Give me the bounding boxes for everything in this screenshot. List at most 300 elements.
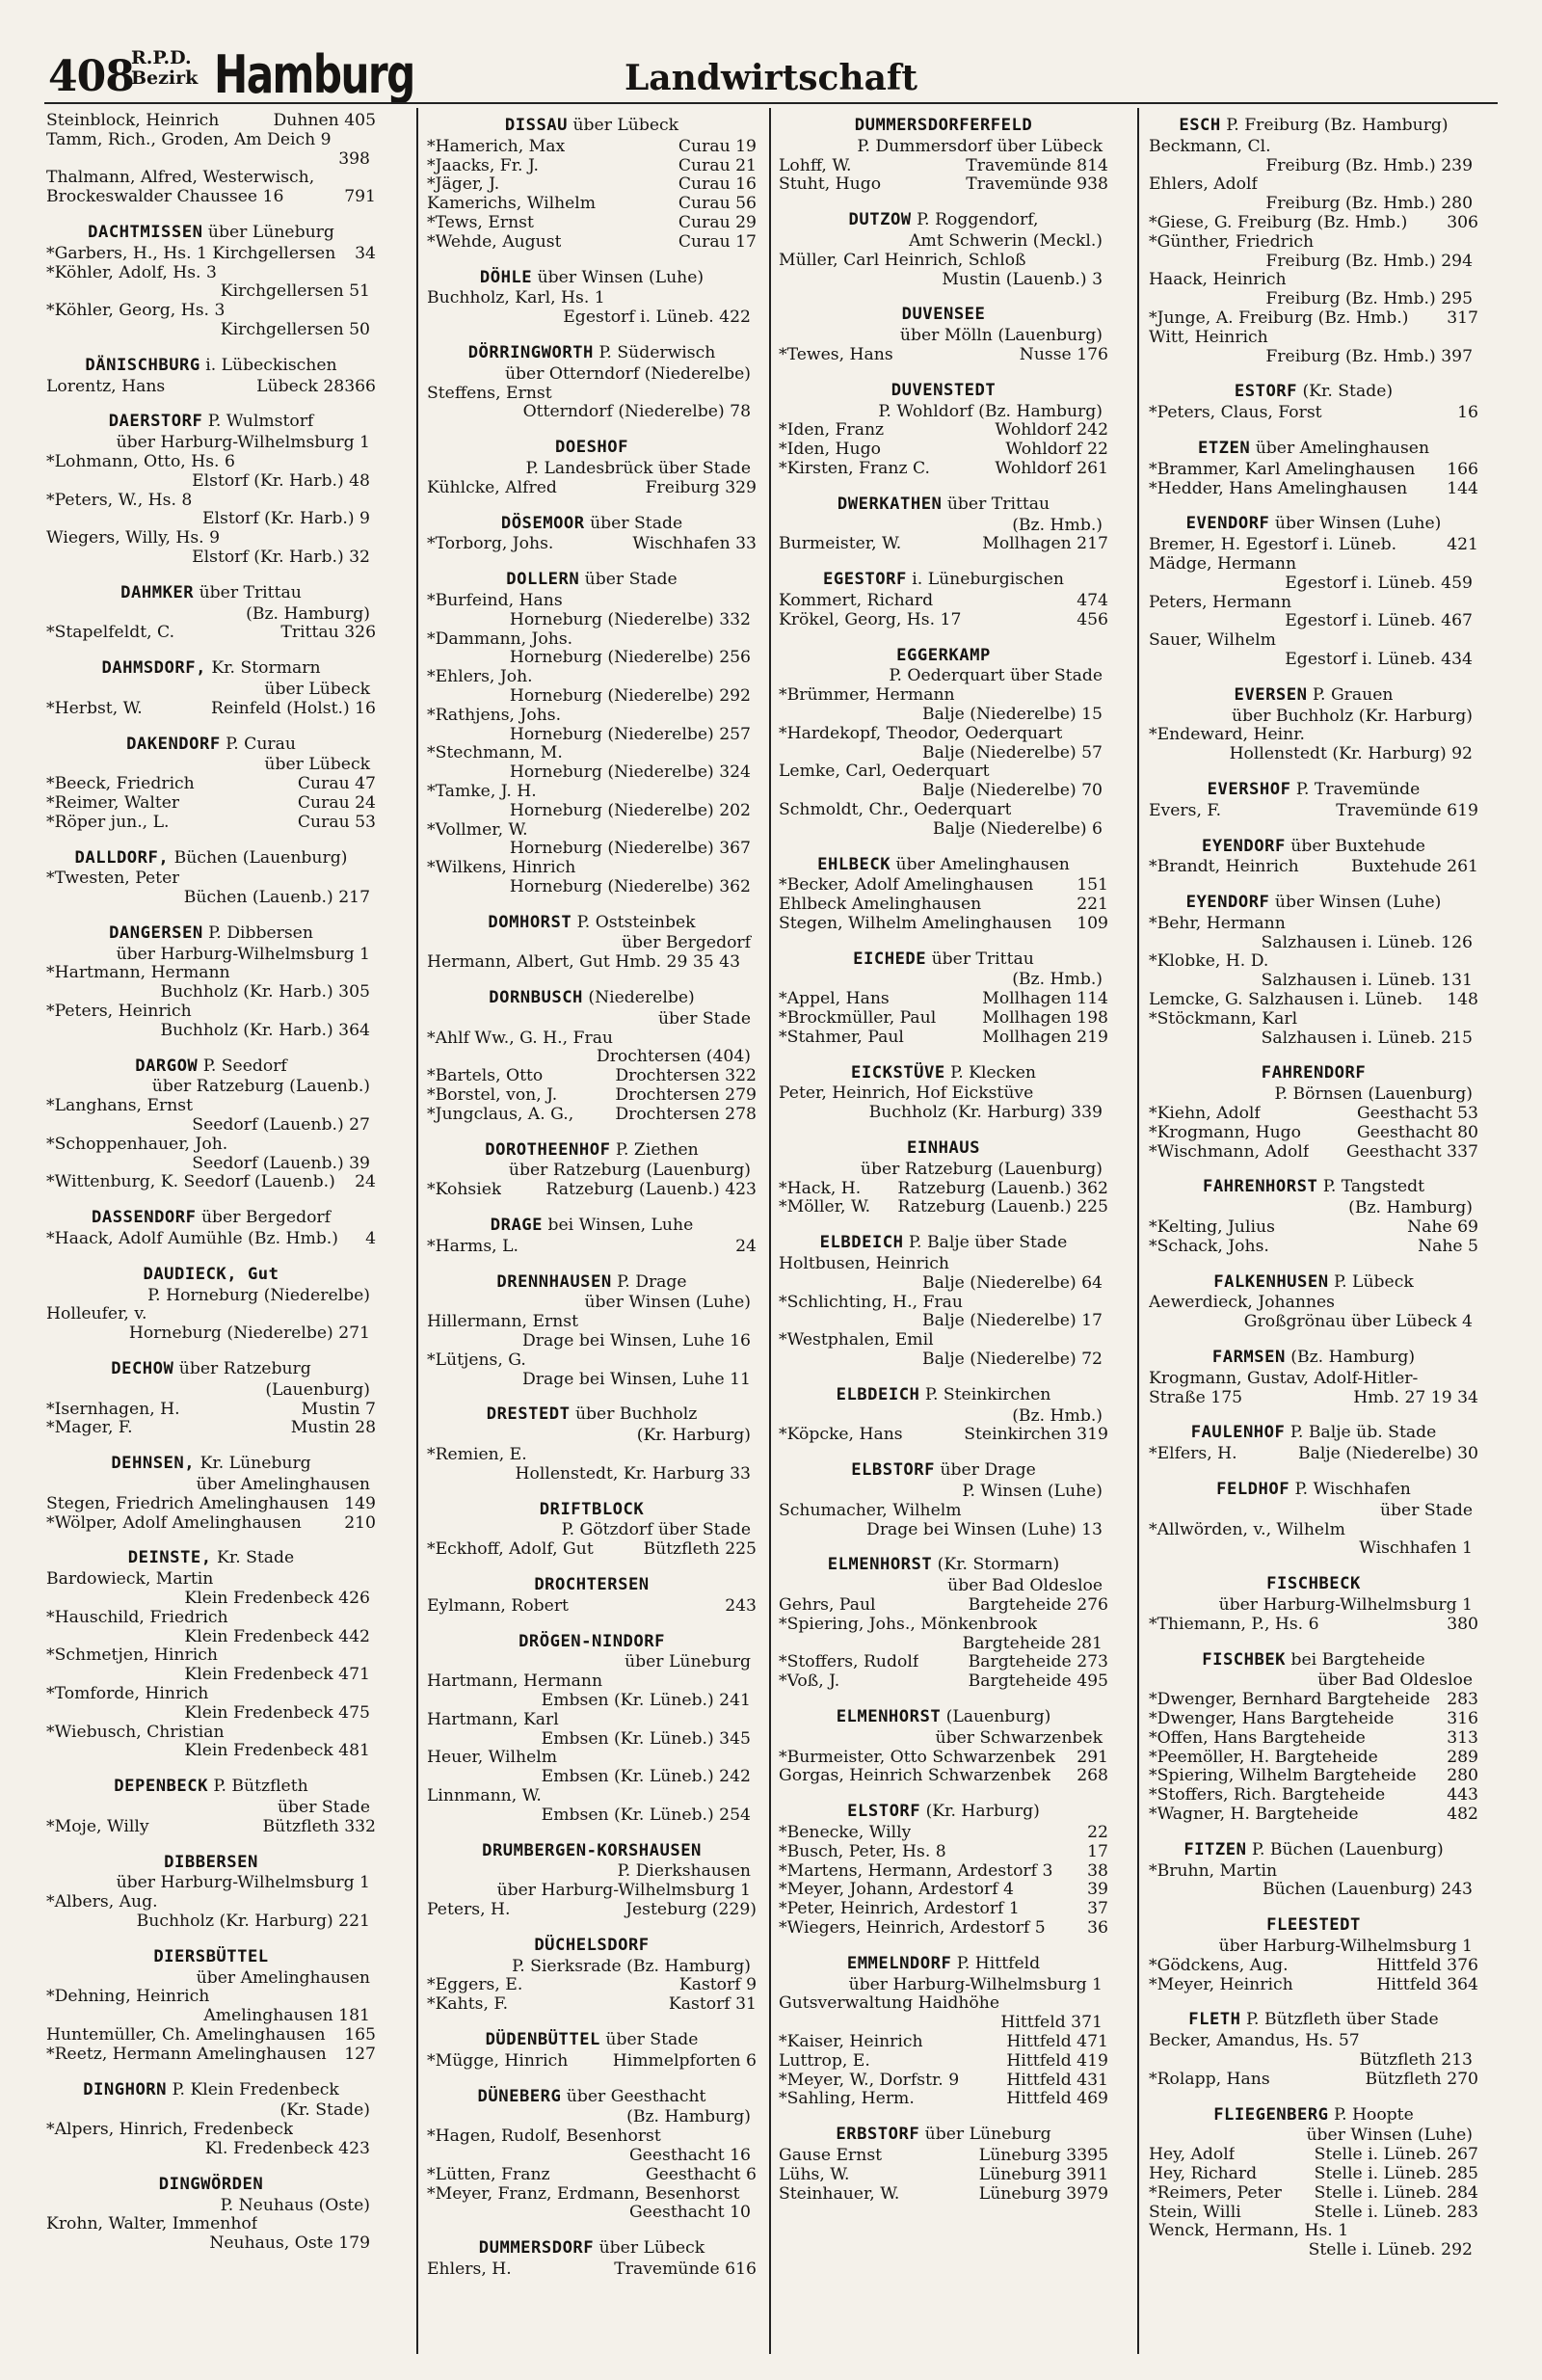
directory-entry: [46, 814, 376, 833]
entry-continuation: über Stade: [657, 1008, 751, 1029]
place-name: FLETH: [1188, 2010, 1241, 2030]
place-heading: [1149, 1424, 1478, 1443]
place-name: FAHRENHORST: [1202, 1177, 1318, 1197]
entry-continuation: Embsen (Kr. Lüneb.) 345: [541, 1728, 751, 1749]
entry-phone: Travemünde 938: [966, 174, 1108, 195]
directory-entry: [779, 686, 1108, 706]
place-heading: [779, 2126, 1108, 2145]
header-rule: [44, 102, 1498, 104]
spacer: [779, 2109, 1108, 2121]
directory-entry: [1149, 1616, 1478, 1635]
entry-name: Hey, Adolf: [1149, 2146, 1236, 2165]
entry-continuation: über Harburg-Wilhelmsburg 1: [116, 944, 370, 964]
entry-continuation: Buchholz (Kr. Harburg) 339: [868, 1103, 1103, 1123]
entry-name: *Schmetjen, Hinrich: [46, 1646, 218, 1666]
entry-phone: Nahe 5: [1418, 1236, 1478, 1256]
directory-entry: [427, 859, 757, 878]
place-name: DRUMBERGEN-KORSHAUSEN: [482, 1840, 702, 1860]
place-postal-note: über Geesthacht: [561, 2086, 706, 2106]
place-name: FLEESTEDT: [1266, 1915, 1361, 1936]
entry-phone: Hittfeld 469: [1006, 2089, 1108, 2109]
place-postal-note: bei Winsen, Luhe: [543, 1216, 694, 1236]
spacer: [46, 1438, 376, 1450]
place-heading: [46, 1209, 376, 1228]
directory-entry: [427, 592, 757, 611]
place-postal-note: über Winsen (Luhe): [1269, 893, 1442, 913]
place-heading: [427, 1633, 757, 1652]
entry-continuation: Kl. Fredenbeck 423: [204, 2138, 370, 2158]
entry-continuation: Balje (Niederelbe) 70: [921, 781, 1103, 801]
spacer: [779, 1692, 1108, 1703]
directory-entry: [427, 821, 757, 841]
place-heading: [427, 571, 757, 590]
place-name: DAERSTORF: [108, 412, 203, 432]
entry-name: Schmoldt, Chr., Oederquart: [779, 800, 1012, 819]
entry-name: Kühlcke, Alfred: [427, 478, 557, 497]
directory-entry: [1149, 1389, 1478, 1408]
directory-entry: [1149, 138, 1478, 157]
entry-name: *Becker, Adolf Amelinghausen: [779, 876, 1034, 896]
entry-phone: Bützfleth 332: [262, 1816, 376, 1836]
directory-entry: [46, 302, 376, 321]
entry-continuation: Balje (Niederelbe) 15: [921, 704, 1103, 724]
entry-name: Heuer, Wilhelm: [427, 1749, 558, 1768]
directory-entry: [427, 1181, 757, 1200]
entry-continuation: (Lauenburg): [265, 1379, 370, 1400]
directory-entry: [46, 1419, 376, 1438]
place-postal-note: über Trittau: [942, 494, 1050, 514]
entry-name: *Giese, G. Freiburg (Bz. Hmb.): [1149, 213, 1408, 232]
place-name: ELBSTORF: [851, 1460, 935, 1481]
place-postal-note: über Stade: [584, 513, 683, 533]
place-heading: [46, 1266, 376, 1285]
directory-entry: [427, 385, 757, 404]
entry-name: *Harms, L.: [427, 1237, 518, 1256]
entry-continuation: Seedorf (Lauenb.) 39: [192, 1153, 370, 1173]
entry-continuation: Elstorf (Kr. Harb.) 48: [192, 470, 370, 491]
entry-phone: 380: [1447, 1614, 1478, 1634]
directory-entry: [427, 707, 757, 726]
directory-entry: [1149, 271, 1478, 290]
entry-name: Lemke, Carl, Oederquart: [779, 762, 990, 782]
place-name: DALLDORF,: [74, 847, 170, 868]
directory-entry: [46, 112, 376, 131]
entry-phone: Wohldorf 22: [1005, 440, 1108, 460]
place-name: DINGWÖRDEN: [158, 2174, 264, 2194]
entry-name: *Rathjens, Johs.: [427, 706, 562, 725]
entry-name: *Langhans, Ernst: [46, 1097, 194, 1116]
entry-continuation: Bützfleth 213: [1359, 2049, 1473, 2070]
place-postal-note: über Winsen (Luhe): [532, 267, 705, 287]
place-postal-note: über Buxtehude: [1285, 836, 1425, 856]
section-title: Landwirtschaft: [624, 58, 918, 98]
place-name: ELSTORF: [847, 1802, 921, 1822]
place-name: FAULENHOF: [1190, 1423, 1286, 1443]
entry-name: *Stoffers, Rich. Bargteheide: [1149, 1786, 1386, 1805]
entry-phone: 109: [1077, 913, 1108, 933]
entry-name: Stuht, Hugo: [779, 175, 882, 195]
spacer: [46, 1249, 376, 1261]
directory-entry: [1149, 1294, 1478, 1313]
entry-name: *Behr, Hermann: [1149, 914, 1286, 933]
entry-phone: 22: [1087, 1822, 1108, 1842]
place-heading: [46, 413, 376, 432]
entry-name: *Tewes, Hans: [779, 345, 893, 364]
directory-entry: [427, 289, 757, 308]
directory-entry: [1149, 915, 1478, 934]
entry-name: *Lohmann, Otto, Hs. 6: [46, 452, 235, 471]
directory-entry: [779, 1900, 1108, 1919]
entry-continuation: (Bz. Hmb.): [1012, 1405, 1103, 1426]
place-postal-note: P. Tangstedt: [1317, 1177, 1425, 1197]
directory-entry: [1149, 1218, 1478, 1238]
entry-name: *Moje, Willy: [46, 1817, 149, 1836]
entry-phone: 148: [1447, 990, 1478, 1010]
entry-phone: Wischhafen 33: [632, 534, 757, 554]
entry-phone: Mustin 28: [290, 1418, 376, 1438]
entry-name: Straße 175: [1149, 1388, 1243, 1407]
entry-phone: 317: [1447, 308, 1478, 328]
place-heading: [427, 1501, 757, 1520]
entry-phone: Geesthacht 80: [1356, 1122, 1478, 1142]
place-name: DÜDENBÜTTEL: [485, 2029, 600, 2049]
directory-entry: [46, 492, 376, 511]
directory-entry: [779, 2033, 1108, 2052]
directory-entry: [427, 630, 757, 650]
entry-phone: Geesthacht 337: [1346, 1141, 1478, 1162]
place-heading: [46, 584, 376, 603]
entry-name: *Haack, Adolf Aumühle (Bz. Hmb.): [46, 1230, 338, 1249]
entry-name: *Brümmer, Hermann: [779, 686, 955, 706]
place-name: DINGHORN: [83, 2079, 167, 2099]
entry-name: *Kahts, F.: [427, 1995, 509, 2015]
entry-phone: 316: [1447, 1708, 1478, 1728]
entry-name: *Kelting, Julius: [1149, 1218, 1275, 1238]
entry-name: Steinhauer, W.: [779, 2184, 900, 2204]
entry-name: *Offen, Hans Bargteheide: [1149, 1728, 1366, 1748]
place-postal-note: P. Klecken: [944, 1062, 1036, 1083]
directory-entry: [1149, 1691, 1478, 1710]
directory-entry: [779, 1294, 1108, 1313]
entry-phone: Lüneburg 3979: [978, 2183, 1108, 2204]
entry-name: Tamm, Rich., Groden, Am Deich 9: [46, 130, 332, 149]
entry-continuation: Horneburg (Niederelbe) 257: [509, 724, 751, 744]
entry-continuation: Freiburg (Bz. Hmb.) 295: [1265, 289, 1473, 309]
place-heading: [1149, 838, 1478, 857]
place-postal-note: Büchen (Lauenburg): [169, 847, 348, 868]
entry-phone: 165: [344, 2024, 376, 2045]
spacer: [427, 1125, 757, 1137]
entry-name: Wenck, Hermann, Hs. 1: [1149, 2222, 1349, 2241]
directory-entry: [46, 700, 376, 719]
entry-name: Lorentz, Hans: [46, 377, 166, 396]
spacer: [46, 2159, 376, 2171]
directory-entry: [1149, 1445, 1478, 1464]
entry-phone: Buxtehude 261: [1350, 857, 1478, 877]
entry-name: Ehlbeck Amelinghausen: [779, 896, 982, 915]
place-name: ESTORF: [1234, 382, 1297, 402]
place-postal-note: über Amelinghausen: [891, 854, 1070, 874]
entry-continuation: P. Dierkshausen: [617, 1861, 751, 1882]
spacer: [1149, 1257, 1478, 1269]
entry-continuation: Horneburg (Niederelbe) 324: [509, 762, 751, 783]
entry-name: *Jaacks, Fr. J.: [427, 156, 539, 175]
entry-name: *Stöckmann, Karl: [1149, 1009, 1298, 1029]
entry-name: Kamerichs, Wilhelm: [427, 195, 597, 214]
entry-phone: Balje (Niederelbe) 30: [1297, 1444, 1478, 1464]
place-heading: [1149, 2011, 1478, 2030]
directory-entry: [427, 1086, 757, 1106]
entry-name: Holtbusen, Heinrich: [779, 1255, 949, 1274]
place-heading: [46, 1854, 376, 1873]
entry-name: *Albers, Aug.: [46, 1893, 158, 1912]
place-heading: [1149, 1651, 1478, 1671]
entry-continuation: über Harburg-Wilhelmsburg 1: [116, 1873, 370, 1893]
entry-name: Gorgas, Heinrich Schwarzenbek: [779, 1767, 1051, 1786]
entry-name: *Möller, W.: [779, 1198, 871, 1217]
entry-name: *Sahling, Herm.: [779, 2090, 915, 2109]
directory-entry: [779, 1616, 1108, 1635]
spacer: [1149, 764, 1478, 776]
directory-entry: [46, 529, 376, 548]
directory-entry: [427, 1540, 757, 1560]
entry-name: *Hardekopf, Theodor, Oederquart: [779, 724, 1063, 743]
directory-entry: [427, 2260, 757, 2280]
place-name: FISCHBEK: [1202, 1649, 1287, 1670]
directory-entry: [779, 1653, 1108, 1672]
place-heading: [779, 950, 1108, 970]
directory-entry: [427, 1787, 757, 1806]
directory-entry: [779, 725, 1108, 744]
entry-name: Witt, Heinrich: [1149, 328, 1268, 347]
directory-entry: [1149, 404, 1478, 423]
place-postal-note: über Bergedorf: [196, 1208, 331, 1228]
place-name: DANGERSEN: [109, 923, 203, 943]
entry-phone: Jesteburg (229): [625, 1899, 757, 1919]
spacer: [779, 1786, 1108, 1798]
entry-phone: 289: [1447, 1747, 1478, 1767]
entry-continuation: über Harburg-Wilhelmsburg 1: [848, 1974, 1103, 1994]
entry-phone: Hittfeld 431: [1006, 2070, 1108, 2090]
entry-name: Linnmann, W.: [427, 1786, 542, 1805]
directory-entry: [779, 1029, 1108, 1048]
entry-name: *Wehde, August: [427, 232, 562, 252]
spacer: [1149, 366, 1478, 378]
place-heading: [46, 224, 376, 243]
directory-entry: [779, 1502, 1108, 1521]
directory-entry: [779, 421, 1108, 441]
directory-entry: [1149, 309, 1478, 329]
place-name: DÖSEMOOR: [500, 513, 585, 533]
directory-entry: [779, 990, 1108, 1009]
spacer: [427, 1257, 757, 1269]
entry-continuation: Freiburg (Bz. Hmb.) 397: [1265, 346, 1473, 366]
entry-continuation: Buchholz (Kr. Harburg) 221: [136, 1911, 370, 1931]
spacer: [779, 1048, 1108, 1059]
directory-entry: [1149, 1010, 1478, 1030]
entry-continuation: über Schwarzenbek: [935, 1727, 1103, 1748]
directory-entry: [46, 1003, 376, 1022]
place-heading: [46, 849, 376, 869]
spacer: [427, 554, 757, 566]
spacer: [779, 289, 1108, 301]
spacer: [427, 897, 757, 909]
entry-continuation: über Amelinghausen: [196, 1967, 370, 1988]
entry-continuation: Horneburg (Niederelbe) 367: [509, 839, 751, 859]
entry-continuation: über Mölln (Lauenburg): [899, 326, 1103, 346]
spacer: [46, 643, 376, 655]
spacer: [46, 908, 376, 920]
entry-phone: Curau 24: [297, 792, 376, 813]
entry-name: Thalmann, Alfred, Westerwisch,: [46, 169, 315, 188]
directory-entry: [427, 138, 757, 157]
entry-name: *Iden, Hugo: [779, 441, 881, 460]
place-name: DEHNSEN,: [111, 1454, 196, 1474]
entry-phone: Duhnen 405: [273, 111, 376, 130]
entry-name: *Garbers, H., Hs. 1 Kirchgellersen: [46, 244, 336, 263]
entry-phone: 443: [1447, 1785, 1478, 1805]
entry-name: *Tamke, J. H.: [427, 782, 537, 801]
entry-name: *Röper jun., L.: [46, 813, 170, 832]
place-heading: [779, 495, 1108, 515]
entry-continuation: Drage bei Winsen, Luhe 11: [522, 1369, 751, 1389]
directory-entry: [1149, 2222, 1478, 2241]
place-name: DRAGE: [490, 1216, 543, 1236]
directory-entry: [427, 2166, 757, 2185]
directory-entry: [1149, 1786, 1478, 1805]
place-postal-note: über Amelinghausen: [1250, 438, 1430, 458]
column-3: [779, 112, 1108, 2204]
spacer: [46, 1192, 376, 1204]
spacer: [46, 1533, 376, 1544]
directory-entry: [46, 2121, 376, 2140]
entry-continuation: (Bz. Hamburg): [246, 603, 370, 624]
place-name: EHLBECK: [817, 854, 891, 874]
directory-entry: [1149, 1729, 1478, 1749]
place-name: ELMENHORST: [836, 1706, 942, 1726]
place-name: DÄNISCHBURG: [85, 355, 200, 375]
entry-continuation: P. Oederquart über Stade: [889, 666, 1103, 686]
entry-phone: 149: [344, 1493, 376, 1513]
entry-continuation: über Harburg-Wilhelmsburg 1: [1218, 1595, 1473, 1615]
entry-name: *Stoffers, Rudolf: [779, 1653, 919, 1672]
entry-name: Evers, F.: [1149, 801, 1222, 820]
entry-name: *Torborg, Johs.: [427, 535, 554, 554]
place-heading: [1149, 440, 1478, 459]
entry-phone: Ratzeburg (Lauenb.) 362: [897, 1178, 1108, 1198]
place-name: DRIFTBLOCK: [539, 1499, 645, 1519]
directory-entry: [46, 1097, 376, 1116]
place-name: DUVENSEE: [901, 305, 986, 325]
entry-name: *Elfers, H.: [1149, 1445, 1237, 1464]
place-name: EVERSEN: [1234, 684, 1308, 705]
entry-name: Gehrs, Paul: [779, 1596, 876, 1615]
entry-continuation: Amt Schwerin (Meckl.): [909, 230, 1103, 251]
place-name: DWERKATHEN: [837, 494, 943, 514]
entry-continuation: Horneburg (Niederelbe) 256: [509, 648, 751, 668]
entry-phone: Hmb. 27 19 34: [1353, 1387, 1478, 1407]
entry-phone: 37: [1087, 1899, 1108, 1919]
entry-phone: 17: [1087, 1841, 1108, 1861]
spacer: [427, 2072, 757, 2083]
entry-name: *Klobke, H. D.: [1149, 952, 1269, 972]
directory-entry: [779, 2185, 1108, 2205]
entry-name: *Allwörden, v., Wilhelm: [1149, 1520, 1345, 1539]
place-postal-note: über Lübeck: [568, 116, 679, 135]
directory-entry: [427, 1976, 757, 1995]
place-postal-note: i. Lüneburgischen: [906, 570, 1064, 590]
entry-continuation: über Harburg-Wilhelmsburg 1: [496, 1881, 751, 1901]
place-heading: [46, 924, 376, 944]
place-postal-note: P. Steinkirchen: [919, 1384, 1051, 1404]
entry-name: *Alpers, Hinrich, Fredenbeck: [46, 2121, 294, 2140]
entry-name: Müller, Carl Heinrich, Schloß: [779, 251, 1026, 270]
directory-entry: [1149, 480, 1478, 499]
entry-continuation: Hittfeld 371: [1000, 2013, 1103, 2033]
entry-continuation: über Lübeck: [264, 679, 370, 699]
place-postal-note: (Kr. Stade): [1297, 382, 1394, 402]
entry-continuation: P. Götzdorf über Stade: [561, 1520, 751, 1540]
directory-entry: [1149, 2146, 1478, 2165]
rpd-line1: R.P.D.: [131, 47, 192, 68]
place-heading: [427, 1937, 757, 1956]
place-name: DRÖGEN-NINDORF: [518, 1631, 665, 1651]
entry-continuation: Horneburg (Niederelbe) 292: [509, 685, 751, 706]
directory-entry: [1149, 1805, 1478, 1825]
place-name: ESCH: [1179, 116, 1221, 135]
spacer: [46, 2065, 376, 2076]
entry-continuation: über Amelinghausen: [196, 1475, 370, 1495]
directory-entry: [1149, 952, 1478, 972]
place-postal-note: i. Lübeckischen: [199, 355, 337, 375]
entry-phone: Hittfeld 419: [1006, 2050, 1108, 2071]
directory-entry: [1149, 1143, 1478, 1163]
spacer: [427, 498, 757, 510]
spacer: [1149, 498, 1478, 510]
entry-name: *Mager, F.: [46, 1419, 133, 1438]
place-name: DAHMSDORF,: [101, 658, 206, 679]
entry-phone: Curau 16: [678, 174, 757, 195]
place-name: FLIEGENBERG: [1213, 2104, 1329, 2125]
directory-entry: [46, 1173, 376, 1192]
entry-continuation: Balje (Niederelbe) 57: [921, 742, 1103, 762]
entry-continuation: Drochtersen (404): [596, 1047, 751, 1067]
place-name: EMMELNDORF: [846, 1953, 952, 1973]
entry-phone: 39: [1087, 1880, 1108, 1900]
entry-name: Lühs, W.: [779, 2165, 850, 2184]
place-heading: [427, 1273, 757, 1293]
entry-name: Peters, H.: [427, 1900, 511, 1919]
entry-name: *Thiemann, P., Hs. 6: [1149, 1615, 1319, 1634]
entry-continuation: Neuhaus, Oste 179: [209, 2233, 370, 2254]
entry-continuation: P. Börnsen (Lauenburg): [1274, 1084, 1473, 1105]
directory-entry: [427, 1901, 757, 1920]
spacer: [46, 833, 376, 844]
directory-entry: [779, 1919, 1108, 1939]
entry-continuation: Wischhafen 1: [1359, 1538, 1473, 1559]
entry-name: Bardowieck, Martin: [46, 1570, 214, 1590]
place-heading: [779, 211, 1108, 230]
entry-phone: Curau 19: [678, 136, 757, 156]
directory-entry: [1149, 2165, 1478, 2184]
spacer: [1149, 877, 1478, 889]
place-postal-note: P. Hittfeld: [951, 1953, 1041, 1973]
directory-entry: [46, 131, 376, 150]
place-heading: [1149, 1064, 1478, 1083]
entry-name: *Meyer, W., Dorfstr. 9: [779, 2071, 960, 2090]
place-postal-note: P. Bützfleth: [207, 1777, 308, 1797]
entry-phone: 283: [1447, 1690, 1478, 1710]
